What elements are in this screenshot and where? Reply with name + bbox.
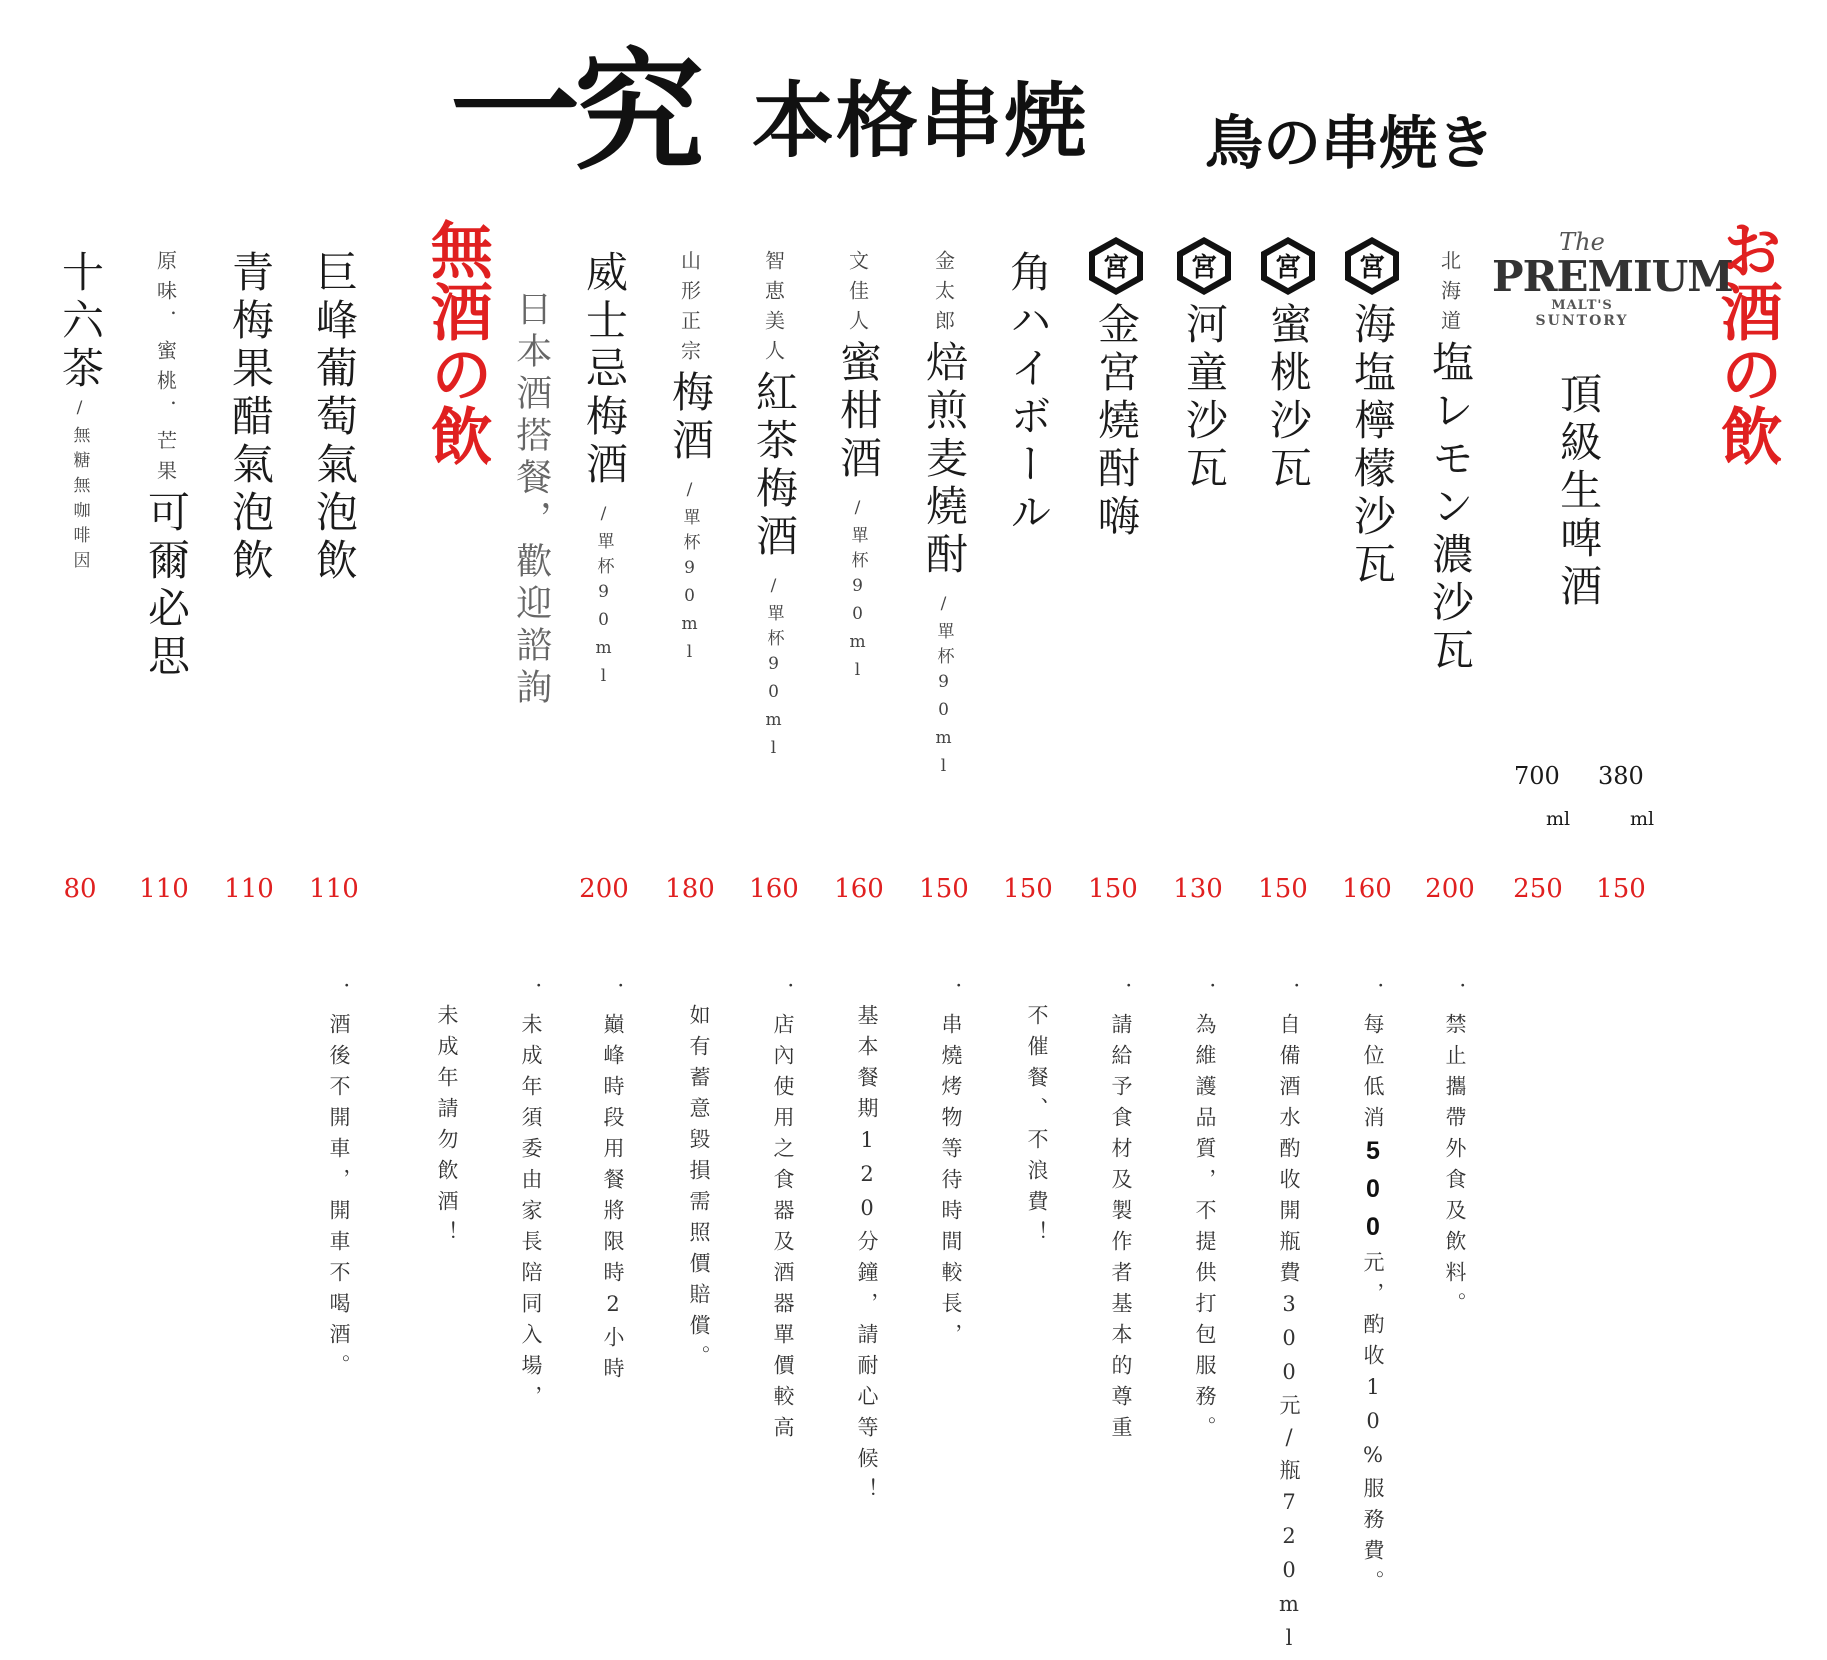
price-beer-380ml: 150: [1596, 874, 1646, 904]
item-serving-note: /單杯90ml: [679, 480, 700, 670]
beer-size-small: 380: [1598, 762, 1644, 790]
beer-unit-small: ml: [1630, 808, 1655, 830]
rule-min-suffix: 元，酌收10%服務費。: [1361, 1251, 1385, 1601]
rule-peak-time: ．巔峰時段用餐將限時2小時: [601, 982, 625, 1388]
item-brand: 智恵美人: [761, 250, 786, 370]
menu-item-ume-vinegar: [210, 250, 290, 586]
rule-meal-period: 基本餐期120分鐘，請耐心等候！: [855, 1004, 879, 1509]
menu-item-bunkajin: [818, 250, 898, 688]
item-name: 威士忌梅酒: [580, 250, 630, 490]
menu-item-calpis: [126, 250, 206, 682]
item-name: 青梅果醋氣泡飲: [226, 250, 276, 586]
price-kintaro: 150: [919, 874, 969, 904]
menu-item-peach: [1248, 236, 1328, 494]
rule-respect: ．請給予食材及製作者基本的尊重: [1109, 982, 1133, 1447]
price-yamagata: 180: [665, 874, 715, 904]
rule-min-amount: 500: [1359, 1137, 1387, 1251]
rule-minors-entry: ．未成年須委由家長陪同入場，: [519, 982, 543, 1416]
menu-item-shio-lemon: [1410, 250, 1490, 676]
logo-suntory: SUNTORY: [1535, 313, 1629, 329]
kinmiya-hexagon-icon: [1174, 236, 1234, 296]
svg-text:宮: 宮: [1102, 253, 1130, 283]
rule-min-prefix: ．每位低消: [1361, 982, 1385, 1137]
item-serving-note: /無糖無咖啡因: [69, 398, 90, 576]
item-name: 海塩檸檬沙瓦: [1348, 302, 1398, 590]
item-flavors: 原味．蜜桃．芒果: [153, 250, 178, 490]
menu-item-kyoho: [294, 250, 374, 586]
price-beer-700ml: 250: [1513, 874, 1563, 904]
premium-malts-logo: [1492, 228, 1733, 329]
item-name: 蜜柑酒: [834, 340, 884, 484]
item-name: 十六茶: [56, 250, 106, 394]
logo-the: The: [1559, 228, 1605, 256]
restaurant-logo: 一究: [450, 35, 699, 188]
price-umi-lemon: 160: [1342, 874, 1392, 904]
menu-item-sixteen-tea: [40, 250, 120, 576]
item-name: 河童沙瓦: [1180, 302, 1230, 494]
section-title-alcohol: お酒の飲: [1710, 218, 1784, 466]
kinmiya-hexagon-icon: [1086, 236, 1146, 296]
item-serving-note: /單杯90ml: [933, 594, 954, 784]
price-shio-lemon: 200: [1425, 874, 1475, 904]
rule-no-takeaway: ．為維護品質，不提供打包服務。: [1193, 982, 1217, 1447]
sake-pairing-note: 日本酒搭餐，歡迎諮詢: [510, 290, 552, 710]
rule-no-drunk-driving: ．酒後不開車，開車不喝酒。: [327, 982, 351, 1385]
item-brand: 山形正宗: [677, 250, 702, 370]
price-whisky-ume: 200: [579, 874, 629, 904]
rule-minimum-charge: [1358, 982, 1388, 1601]
beer-unit-large: ml: [1546, 808, 1571, 830]
item-brand: 文佳人: [845, 250, 870, 340]
rule-tableware: ．店內使用之食器及酒器單價較高: [771, 982, 795, 1447]
rule-damage: 如有蓄意毀損需照價賠償。: [687, 1004, 711, 1376]
logo-malts: MALT'S: [1551, 298, 1613, 313]
price-calpis: 110: [139, 874, 189, 904]
menu-item-kintaro: [904, 250, 984, 784]
rule-no-waste: 不催餐、不浪費！: [1025, 1004, 1049, 1252]
menu-item-umi-lemon: [1332, 236, 1412, 590]
item-name: 梅酒: [666, 370, 716, 466]
svg-text:宮: 宮: [1358, 253, 1386, 283]
item-serving-note: /單杯90ml: [593, 504, 614, 694]
menu-item-yamagata: [650, 250, 730, 670]
item-brand: 金太郎: [931, 250, 956, 340]
price-kappa: 130: [1173, 874, 1223, 904]
menu-item-chie: [734, 250, 814, 766]
section-title-nonalcohol: 無酒の飲: [420, 218, 494, 466]
item-name: 蜜桃沙瓦: [1264, 302, 1314, 494]
restaurant-subtitle: 本格串焼: [752, 73, 1089, 169]
logo-premium: PREMIUM: [1492, 252, 1733, 301]
svg-text:宮: 宮: [1274, 253, 1302, 283]
price-ume-vinegar: 110: [224, 874, 274, 904]
rule-wait-time: ．串燒烤物等待時間較長，: [939, 982, 963, 1354]
price-peach: 150: [1258, 874, 1308, 904]
item-name: 塩レモン濃沙瓦: [1426, 340, 1476, 676]
item-name: 可爾必思: [142, 490, 192, 682]
item-serving-note: /單杯90ml: [847, 498, 868, 688]
price-kyoho: 110: [309, 874, 359, 904]
menu-item-whisky-ume: [564, 250, 644, 694]
item-name: 紅茶梅酒: [750, 370, 800, 562]
menu-item-kappa: [1164, 236, 1244, 494]
price-sixteen-tea: 80: [63, 874, 97, 904]
item-origin: 北海道: [1437, 250, 1462, 340]
menu-item-kinmiya: [1076, 236, 1156, 542]
price-kinmiya: 150: [1088, 874, 1138, 904]
beer-size-large: 700: [1514, 762, 1560, 790]
price-chie: 160: [749, 874, 799, 904]
rule-minors-drinking: 未成年請勿飲酒！: [435, 1004, 459, 1252]
item-name: 金宮燒酎嗨: [1092, 302, 1142, 542]
kinmiya-hexagon-icon: [1342, 236, 1402, 296]
restaurant-tagline: 鳥の串焼き: [1205, 109, 1496, 177]
rule-corkage: ．自備酒水酌收開瓶費300元/瓶720ml: [1277, 982, 1301, 1660]
kinmiya-hexagon-icon: [1258, 236, 1318, 296]
price-kaku: 150: [1003, 874, 1053, 904]
rule-no-outside-food: ．禁止攜帶外食及飲料。: [1443, 982, 1467, 1323]
item-name-beer: 頂級生啤酒: [1554, 372, 1604, 612]
price-bunkajin: 160: [834, 874, 884, 904]
item-name: 焙煎麦燒酎: [920, 340, 970, 580]
menu-item-kaku: [988, 250, 1068, 538]
item-name: 巨峰葡萄氣泡飲: [310, 250, 360, 586]
item-serving-note: /單杯90ml: [763, 576, 784, 766]
item-name: 角ハイボール: [1004, 250, 1054, 538]
svg-text:宮: 宮: [1190, 253, 1218, 283]
